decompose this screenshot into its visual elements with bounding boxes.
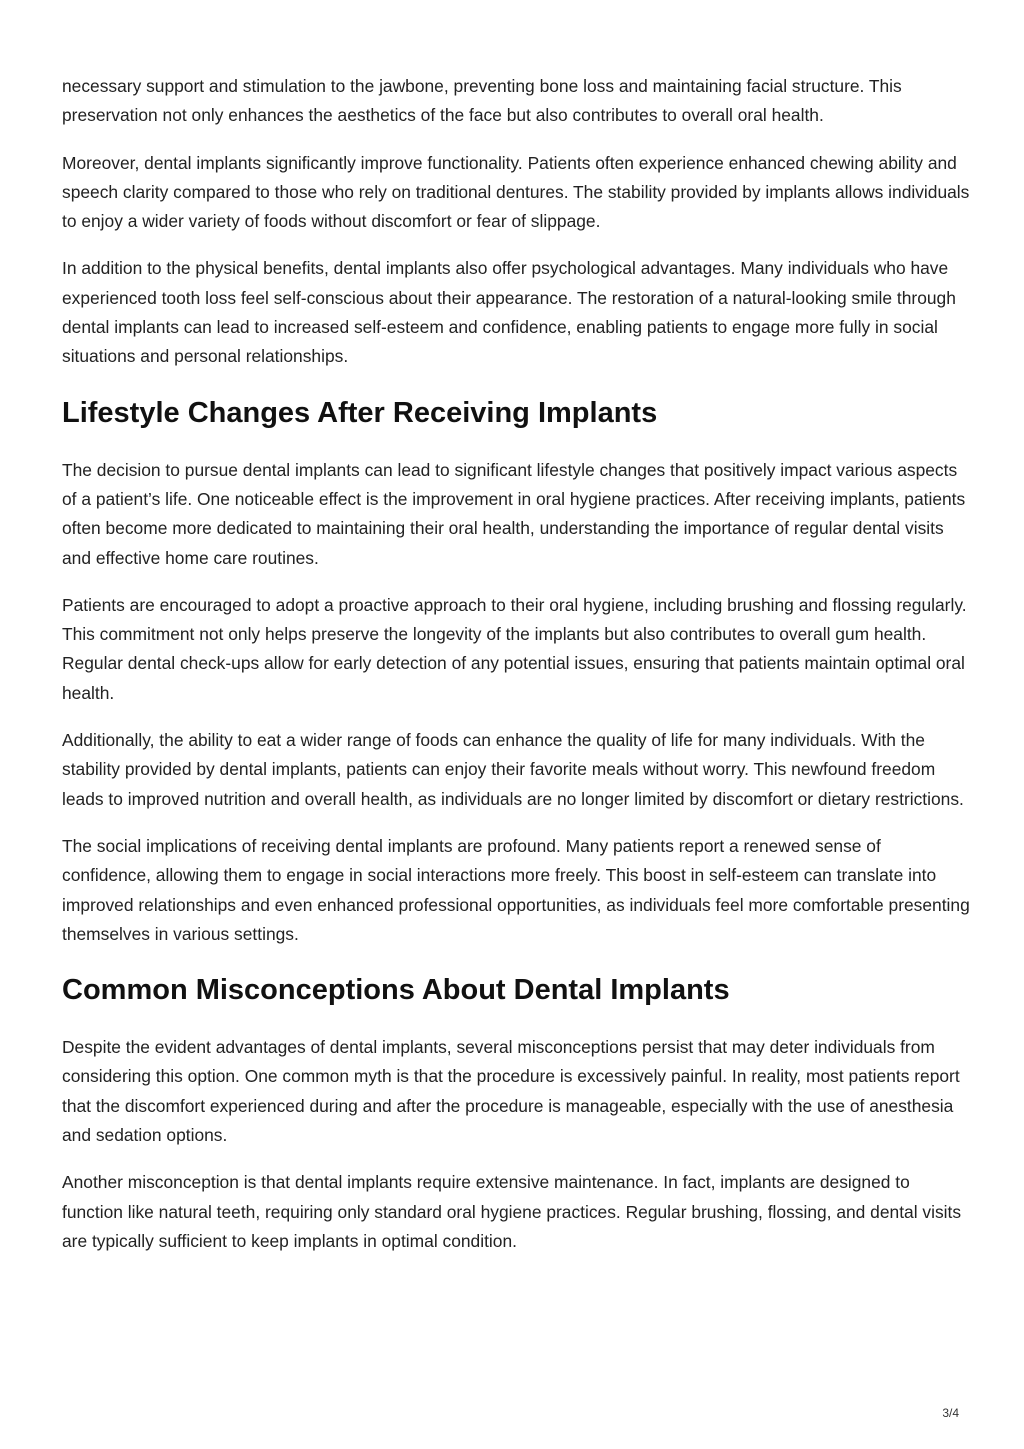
- section-lifestyle-changes: [62, 396, 972, 949]
- section-paragraph: Additionally, the ability to eat a wider range of foods can enhance the quality of life for many individuals. With the stability provided by dental implants, patients can enjoy their favorite meals without worry. This newfound freedom leads to improved nutrition and overall health, as individuals are no longer limited by discomfort or dietary restrictions.: [62, 730, 964, 809]
- section-common-misconceptions: [62, 973, 972, 1256]
- section-paragraph: Patients are encouraged to adopt a proactive approach to their oral hygiene, including brushing and flossing regularly. This commitment not only helps preserve the longevity of the implants but also contributes to overall gum health. Regular dental check-ups allow for early detection of any potential issues, ensuring that patients maintain optimal oral health.: [62, 594, 967, 703]
- section-heading: Lifestyle Changes After Receiving Implants: [62, 396, 658, 429]
- section-paragraph: The social implications of receiving dental implants are profound. Many patients report a renewed sense of confidence, allowing them to engage in social interactions more freely. This boost in self-esteem can translate into improved relationships and even enhanced professional opportunities, as individuals feel more comfortable presenting themselves in various settings.: [62, 835, 970, 944]
- intro-paragraph-2: Moreover, dental implants significantly improve functionality. Patients often experience enhanced chewing ability and speech clarity compared to those who rely on traditional dentures. The stability provided by implants allows individuals to enjoy a wider variety of foods without discomfort or fear of slippage.: [62, 152, 970, 232]
- section-paragraph: Another misconception is that dental implants require extensive maintenance. In fact, implants are designed to function like natural teeth, requiring only standard oral hygiene practices. Regular brushing, flossing, and dental visits are typically sufficient to keep implants in optimal condition.: [62, 1172, 962, 1251]
- intro-paragraph-3: In addition to the physical benefits, dental implants also offer psychological advantages. Many individuals who have experienced tooth loss feel self-conscious about their appearance. The restoration of a natural-looking smile through dental implants can lead to increased self-esteem and confidence, enabling patients to engage more fully in social situations and personal relationships.: [62, 258, 956, 367]
- intro-paragraph-1: necessary support and stimulation to the jawbone, preventing bone loss and maintaining facial structure. This preservation not only enhances the aesthetics of the face but also contributes to overall oral health.: [62, 76, 902, 126]
- document-page: [62, 72, 972, 1274]
- section-paragraph: The decision to pursue dental implants can lead to significant lifestyle changes that positively impact various aspects of a patient’s life. One noticeable effect is the improvement in oral hygiene practices. After receiving implants, patients often become more dedicated to maintaining their oral health, understanding the importance of regular dental visits and effective home care routines.: [62, 459, 966, 568]
- page-number: 3/4: [942, 1406, 959, 1420]
- section-heading: Common Misconceptions About Dental Implants: [62, 974, 730, 1007]
- section-paragraph: Despite the evident advantages of dental implants, several misconceptions persist that may deter individuals from considering this option. One common myth is that the procedure is excessively painful. In reality, most patients report that the discomfort experienced during and after the procedure is manageable, especially with the use of anesthesia and sedation options.: [62, 1037, 960, 1146]
